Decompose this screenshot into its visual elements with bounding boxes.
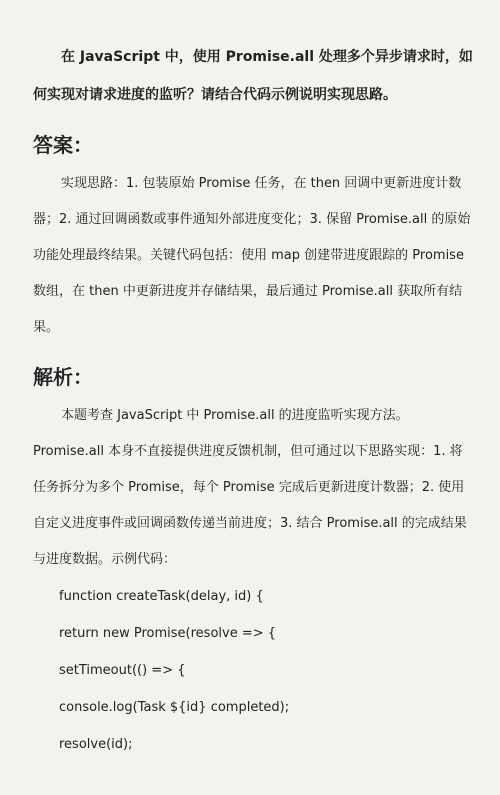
answer-heading: 答案： [33, 133, 93, 157]
question-text: 在 JavaScript 中，使用 Promise.all 处理多个异步请求时，如何实现对请求进度的监听？请结合代码示例说明实现思路。 [33, 49, 473, 103]
answer-text: 实现思路：1. 包装原始 Promise 任务，在 then 回调中更新进度计数器；2. 通过回调函数或事件通知外部进度变化；3. 保留 Promise.all 的原始功能处理最终结果。关键代码包括：使用 map 创建带进度跟踪的 Promise 数组，在 then 中更新进度并存储结果，最后通过 Promise.all 获取所有结果。 [33, 176, 471, 335]
analysis-heading: 解析： [33, 365, 93, 389]
analysis-text: 本题考查 JavaScript 中 Promise.all 的进度监听实现方法。Promise.all 本身不直接提供进度反馈机制，但可通过以下思路实现：1. 将任务拆分为多个 Promise，每个 Promise 完成后更新进度计数器；2. 使用自定义进度事件或回调函数传递当前进度；3. 结合 Promise.all 的完成结果与进度数据。示例代码： [33, 408, 467, 567]
code-line: setTimeout(() => { [59, 663, 186, 678]
code-line: function createTask(delay, id) { [59, 589, 264, 604]
code-line: console.log(Task ${id} completed); [59, 700, 290, 715]
code-example [33, 578, 474, 763]
code-line: return new Promise(resolve => { [59, 626, 277, 641]
code-line: resolve(id); [59, 737, 133, 752]
